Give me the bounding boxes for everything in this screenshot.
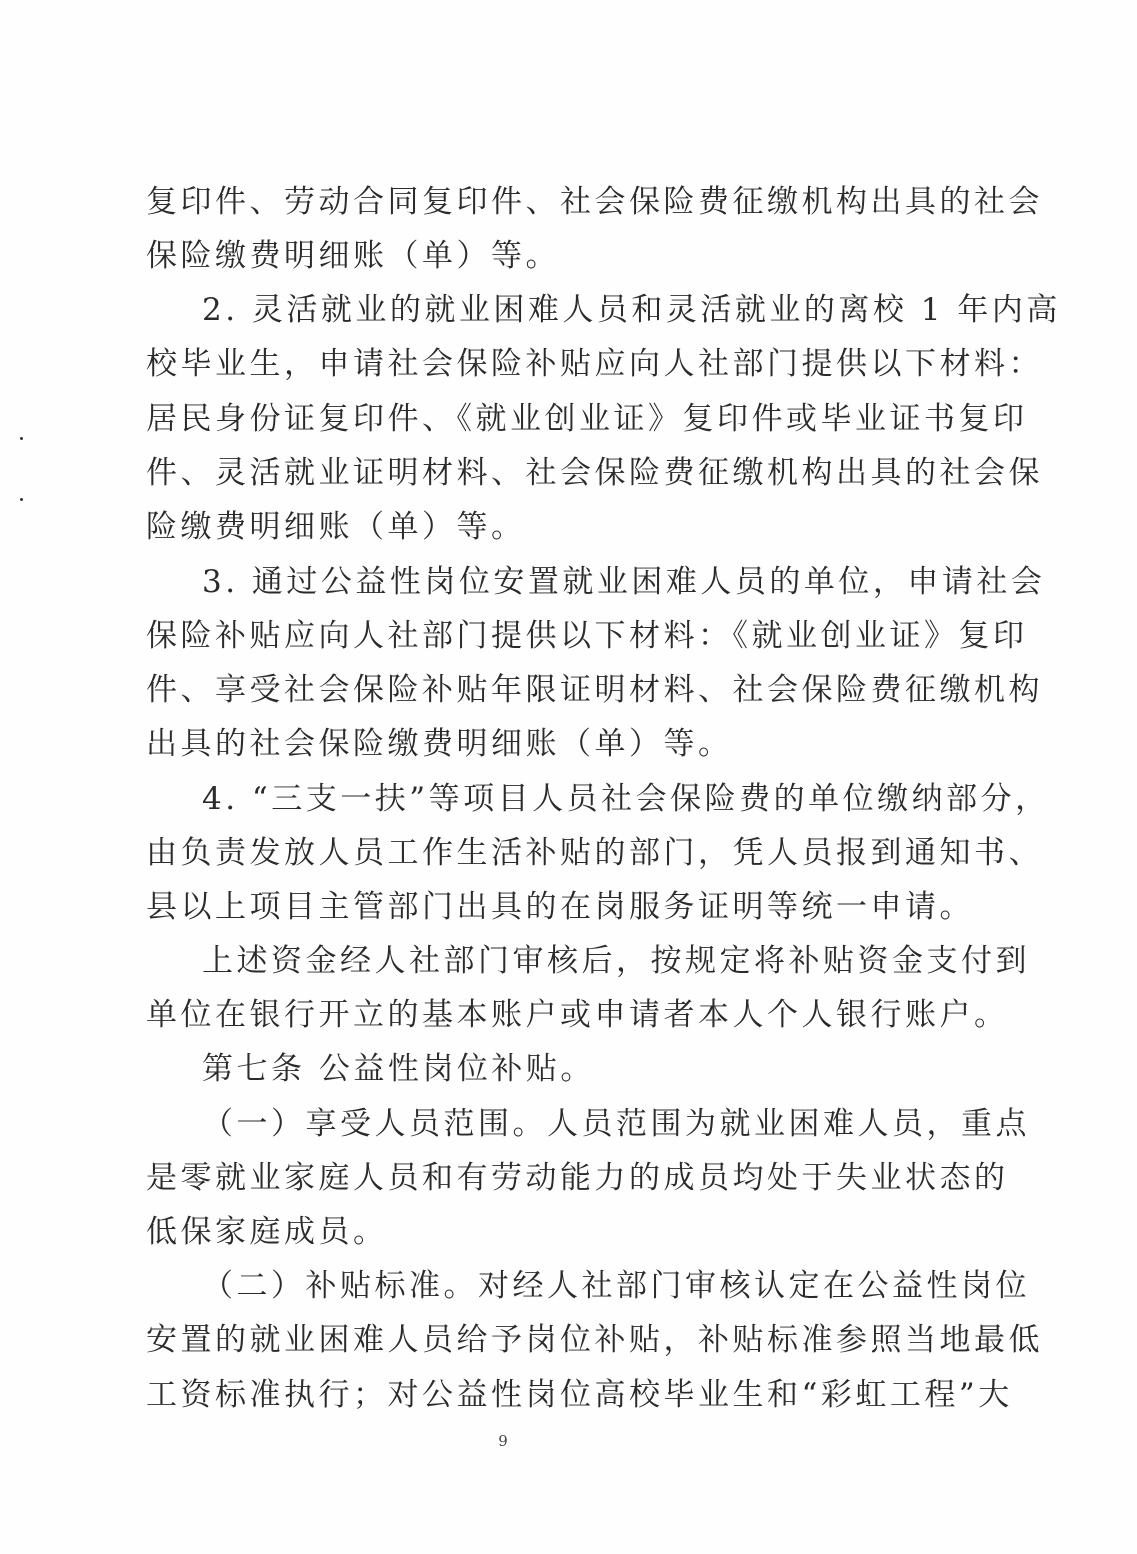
page-number: 9: [498, 1432, 508, 1450]
article-heading: 第七条 公益性岗位补贴。: [202, 1051, 595, 1087]
text-line-6: 件、灵活就业证明材料、社会保险费征缴机构出具的社会保: [146, 455, 1043, 491]
text-line-13: 由负责发放人员工作生活补贴的部门，凭人员报到通知书、: [146, 835, 1043, 871]
text-line-15: 上述资金经人社部门审核后，按规定将补贴资金支付到: [202, 943, 1030, 979]
text-line-16: 单位在银行开立的基本账户或申请者本人个人银行账户。: [146, 997, 1009, 1033]
text-line-7: 险缴费明细账（单）等。: [146, 509, 526, 545]
text-line-10: 件、享受社会保险补贴年限证明材料、社会保险费征缴机构: [146, 672, 1043, 708]
scan-speck: [20, 498, 23, 501]
text-line-2: 保险缴费明细账（单）等。: [146, 238, 560, 274]
text-line-14: 县以上项目主管部门出具的在岗服务证明等统一申请。: [146, 889, 974, 925]
text-line-1: 复印件、劳动合同复印件、社会保险费征缴机构出具的社会: [146, 184, 1043, 220]
scan-speck: [20, 437, 23, 440]
text-line-12: 4. “三支一扶”等项目人员社会保险费的单位缴纳部分，: [202, 781, 1050, 817]
text-line-23: 工资标准执行；对公益性岗位高校毕业生和“彩虹工程”大: [146, 1377, 1013, 1413]
text-line-19: 是零就业家庭人员和有劳动能力的成员均处于失业状态的: [146, 1160, 1009, 1196]
text-line-18: （一）享受人员范围。人员范围为就业困难人员，重点: [202, 1106, 1030, 1142]
text-line-8: 3. 通过公益性岗位安置就业困难人员的单位，申请社会: [202, 564, 1046, 600]
text-line-11: 出具的社会保险缴费明细账（单）等。: [146, 726, 733, 762]
text-line-4: 校毕业生，申请社会保险补贴应向人社部门提供以下材料：: [146, 346, 1043, 382]
text-line-22: 安置的就业困难人员给予岗位补贴，补贴标准参照当地最低: [146, 1322, 1043, 1358]
text-line-21: （二）补贴标准。对经人社部门审核认定在公益性岗位: [202, 1268, 1030, 1304]
text-line-3: 2. 灵活就业的就业困难人员和灵活就业的离校 1 年内高: [202, 292, 1061, 328]
text-line-20: 低保家庭成员。: [146, 1214, 388, 1250]
text-line-9: 保险补贴应向人社部门提供以下材料：《就业创业证》复印: [146, 618, 1028, 654]
text-line-5: 居民身份证复印件、《就业创业证》复印件或毕业证书复印: [146, 401, 1028, 437]
